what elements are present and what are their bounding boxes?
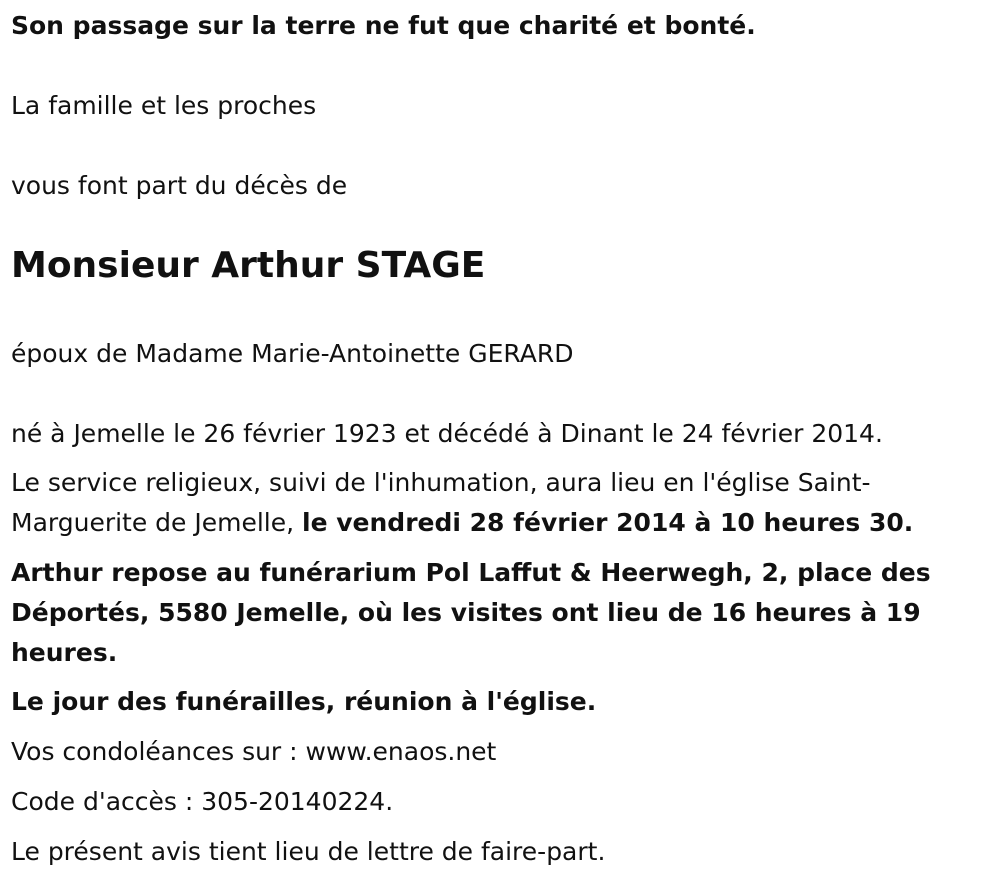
- condolences-line: Vos condoléances sur : www.enaos.net: [11, 737, 497, 766]
- epitaph: Son passage sur la terre ne fut que charité et bonté.: [11, 11, 756, 40]
- deceased-name: Monsieur Arthur STAGE: [11, 245, 486, 286]
- access-code-line: Code d'accès : 305-20140224.: [11, 787, 394, 816]
- spouse-line: époux de Madame Marie-Antoinette GERARD: [11, 339, 574, 368]
- service-location: Marguerite de Jemelle,: [11, 508, 303, 537]
- family-line: La famille et les proches: [11, 91, 317, 120]
- service-date: le vendredi 28 février 2014 à 10 heures 30.: [302, 508, 914, 537]
- announce-line: vous font part du décès de: [11, 171, 348, 200]
- repose-line-3: heures.: [11, 638, 118, 667]
- service-line-2: [11, 503, 913, 543]
- repose-line-2: Déportés, 5580 Jemelle, où les visites ont lieu de 16 heures à 19: [11, 598, 921, 627]
- service-line-1: Le service religieux, suivi de l'inhumation, aura lieu en l'église Saint-: [11, 468, 871, 497]
- closing-line: Le présent avis tient lieu de lettre de faire-part.: [11, 837, 606, 866]
- repose-line-1: Arthur repose au funérarium Pol Laffut & Heerwegh, 2, place des: [11, 558, 931, 587]
- birth-death-line: né à Jemelle le 26 février 1923 et décédé à Dinant le 24 février 2014.: [11, 419, 883, 448]
- funeral-day-line: Le jour des funérailles, réunion à l'église.: [11, 687, 597, 716]
